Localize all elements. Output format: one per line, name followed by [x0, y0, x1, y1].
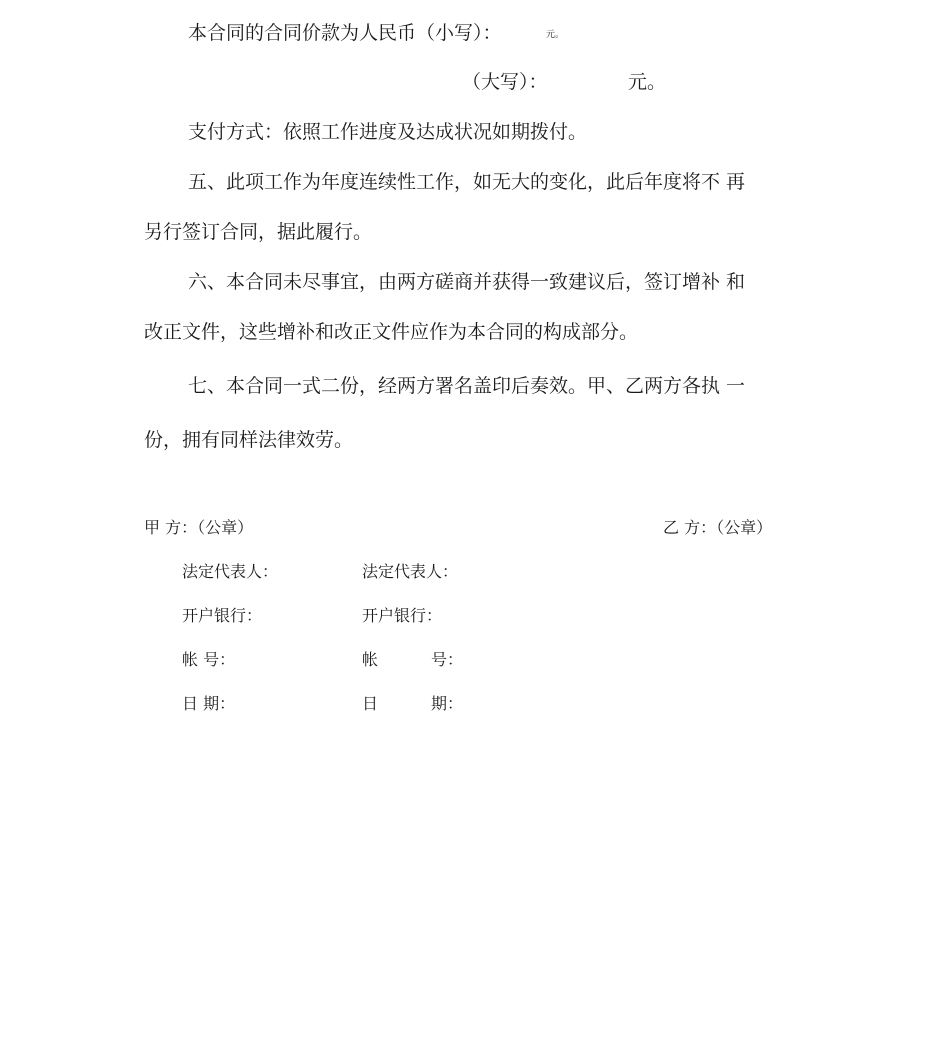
- party-b-title: 乙 方：（公章）: [663, 518, 773, 537]
- price-big-label: （大写）：: [462, 71, 548, 93]
- party-a-date: 日 期：: [182, 694, 236, 713]
- clause-5-line-2: 另行签订合同，据此履行。: [144, 221, 373, 243]
- party-a-bank: 开户银行：: [182, 606, 263, 625]
- party-a-title: 甲 方：（公章）: [144, 518, 254, 537]
- party-b-account-suffix: 号：: [431, 650, 464, 669]
- clause-5-line-1: 五、此项工作为年度连续性工作，如无大的变化，此后年度将不 再: [188, 171, 746, 193]
- price-small-label: 本合同的合同价款为人民币（小写）：: [188, 22, 502, 44]
- party-b-bank: 开户银行：: [362, 606, 443, 625]
- clause-7-line-1: 七、本合同一式二份，经两方署名盖印后奏效。甲、乙两方各执 一: [188, 375, 746, 397]
- party-b-account-label: 帐: [362, 650, 379, 669]
- clause-7-line-2: 份，拥有同样法律效劳。: [144, 429, 354, 451]
- payment-method: 支付方式：依照工作进度及达成状况如期拨付。: [188, 121, 588, 143]
- clause-6-line-1: 六、本合同未尽事宜，由两方磋商并获得一致建议后，签订增补 和: [188, 271, 746, 293]
- party-b-date-suffix: 期：: [431, 694, 464, 713]
- party-a-legal-rep: 法定代表人：: [182, 562, 279, 581]
- clause-6-line-2: 改正文件，这些增补和改正文件应作为本合同的构成部分。: [144, 321, 639, 343]
- party-b-date-label: 日: [362, 694, 379, 713]
- price-small-unit: 元。: [546, 30, 565, 40]
- party-a-account: 帐 号：: [182, 650, 236, 669]
- party-b-legal-rep: 法定代表人：: [362, 562, 459, 581]
- price-big-unit: 元。: [628, 71, 667, 93]
